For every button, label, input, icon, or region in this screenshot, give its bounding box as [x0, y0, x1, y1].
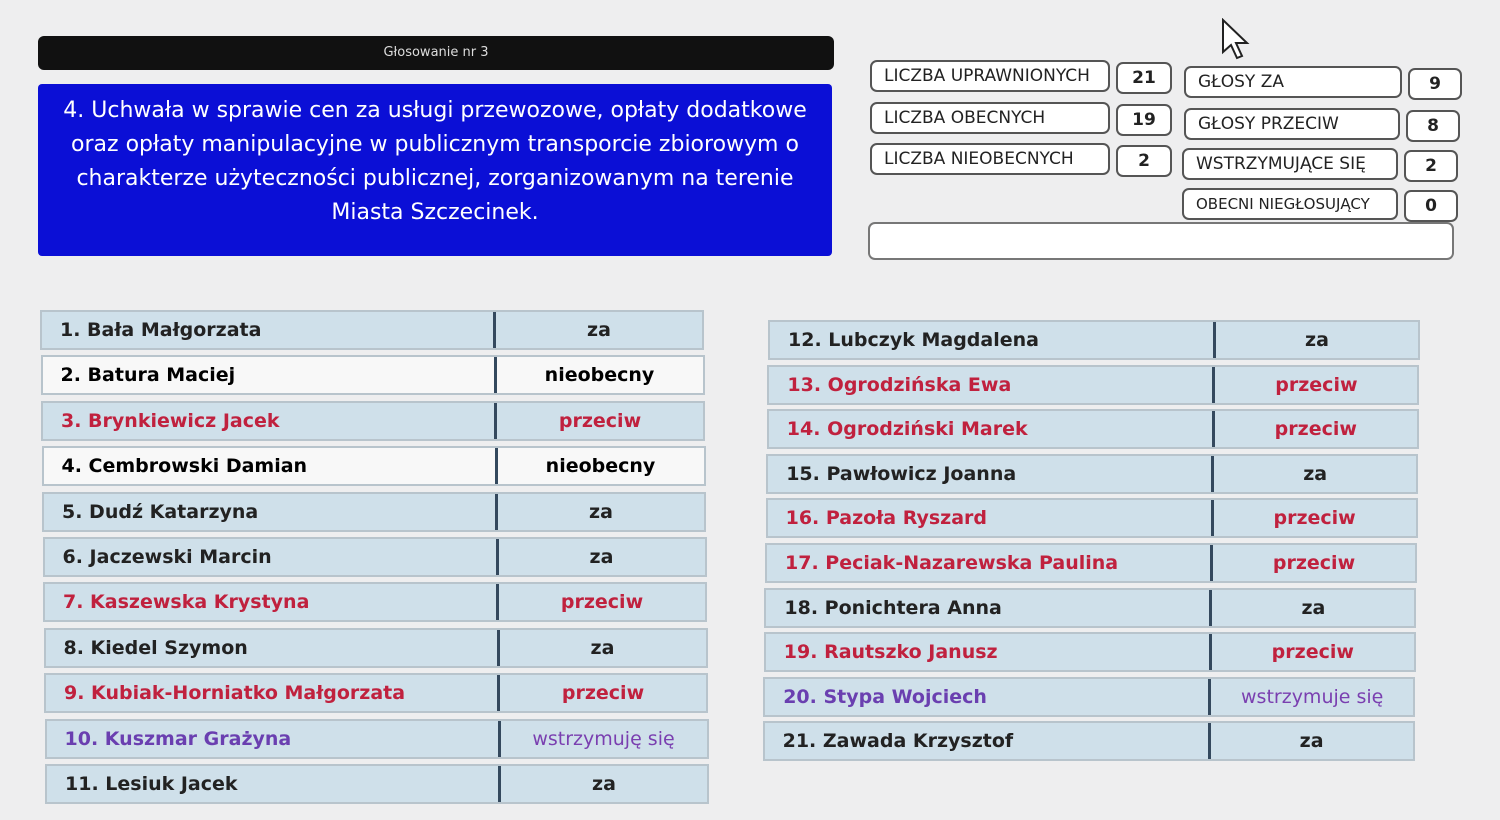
voter-vote: przeciw	[1272, 552, 1356, 574]
absent-count-value	[1116, 145, 1172, 177]
voter-name: 11. Lesiuk Jacek	[47, 766, 501, 802]
present-label-text: LICZBA OBECNYCH	[884, 108, 1046, 128]
votes-for-label-text: GŁOSY ZA	[1198, 72, 1284, 92]
voter-row	[40, 310, 704, 350]
empty-status-bar	[868, 222, 1454, 260]
voter-vote: za	[589, 500, 613, 523]
voter-name: 9. Kubiak-Horniatko Małgorzata	[46, 675, 500, 711]
voter-vote: za	[587, 319, 611, 341]
present-count-value	[1116, 104, 1172, 136]
present-not-voting-value-text: 0	[1425, 196, 1437, 216]
votes-against-value-text: 8	[1427, 116, 1439, 136]
absent-label-text: LICZBA NIEOBECNYCH	[884, 149, 1074, 169]
voter-name: 14. Ogrodziński Marek	[769, 411, 1215, 447]
voter-row	[42, 492, 706, 532]
resolution-text-panel	[38, 84, 832, 256]
voter-name: 20. Stypa Wojciech	[765, 679, 1211, 715]
voter-name: 15. Pawłowicz Joanna	[768, 456, 1214, 492]
votes-for-value	[1408, 68, 1462, 100]
voter-name: 12. Lubczyk Magdalena	[770, 322, 1216, 358]
voter-vote: nieobecny	[545, 455, 656, 478]
eligible-value-text: 21	[1132, 68, 1156, 88]
voter-name: 7. Kaszewska Krystyna	[45, 584, 499, 620]
voter-name: 13. Ogrodzińska Ewa	[769, 367, 1215, 403]
voter-row	[767, 409, 1419, 449]
resolution-text: 4. Uchwała w sprawie cen za usługi przewozowe, opłaty dodatkowe oraz opłaty manipulacyjne w publicznym transporcie zbiorowym o charakterze użyteczności publicznej, zorganizowanym na terenie Miasta Szczecinek.	[63, 98, 807, 225]
voter-vote: nieobecny	[544, 364, 655, 387]
voter-name: 4. Cembrowski Damian	[44, 448, 498, 484]
voter-row	[765, 543, 1417, 583]
votes-for-value-text: 9	[1429, 74, 1441, 94]
eligible-count-label	[870, 60, 1110, 92]
voter-name: 6. Jaczewski Marcin	[45, 539, 499, 575]
absent-count-label	[870, 143, 1110, 175]
voter-vote: przeciw	[1275, 373, 1358, 396]
voter-row	[43, 582, 707, 622]
voter-row	[763, 721, 1415, 761]
voter-row	[768, 320, 1420, 360]
voter-name: 8. Kiedel Szymon	[46, 630, 500, 666]
voter-row	[44, 673, 708, 713]
voter-row	[44, 628, 708, 668]
voter-row	[763, 677, 1415, 717]
present-not-voting-value	[1404, 190, 1458, 222]
absent-value-text: 2	[1138, 151, 1150, 171]
voter-row	[45, 719, 709, 759]
abstain-value	[1404, 150, 1458, 182]
voter-row	[41, 355, 705, 395]
voter-row	[42, 446, 706, 486]
votes-for-label	[1184, 66, 1402, 98]
voter-vote: przeciw	[560, 591, 644, 614]
voter-row	[45, 764, 709, 804]
voter-name: 17. Peciak-Nazarewska Paulina	[767, 545, 1213, 581]
votes-against-label	[1184, 108, 1400, 140]
voter-name: 10. Kuszmar Grażyna	[47, 721, 501, 757]
voter-row	[764, 588, 1416, 628]
present-not-voting-label-text: OBECNI NIEGŁOSUJĄCY	[1196, 195, 1370, 213]
abstain-label	[1182, 148, 1398, 180]
voter-vote: przeciw	[1271, 641, 1354, 664]
eligible-count-value	[1116, 62, 1172, 94]
voter-name: 21. Zawada Krzysztof	[765, 723, 1211, 759]
voter-row	[766, 498, 1418, 538]
voter-vote: przeciw	[1274, 418, 1357, 441]
voter-vote: wstrzymuje się	[1241, 685, 1384, 708]
present-value-text: 19	[1132, 110, 1156, 130]
voter-vote: za	[592, 773, 616, 795]
voter-row	[767, 365, 1419, 405]
voter-row	[766, 454, 1418, 494]
voter-vote: za	[1305, 329, 1329, 351]
voter-name: 1. Bała Małgorzata	[42, 312, 496, 348]
voter-row	[43, 537, 707, 577]
abstain-label-text: WSTRZYMUJĄCE SIĘ	[1196, 154, 1366, 174]
votes-against-value	[1406, 110, 1460, 142]
present-not-voting-label	[1182, 188, 1398, 220]
abstain-value-text: 2	[1425, 156, 1437, 176]
voter-vote: za	[1301, 596, 1326, 619]
votes-against-label-text: GŁOSY PRZECIW	[1198, 114, 1339, 134]
voter-name: 2. Batura Maciej	[43, 357, 497, 393]
voter-vote: za	[1303, 462, 1328, 485]
voter-row	[41, 401, 705, 441]
voting-title-bar	[38, 36, 834, 70]
voter-name: 19. Rautszko Janusz	[766, 634, 1212, 670]
eligible-label-text: LICZBA UPRAWNIONYCH	[884, 66, 1090, 86]
voter-vote: przeciw	[1273, 507, 1356, 530]
voter-name: 3. Brynkiewicz Jacek	[43, 403, 497, 439]
voting-title: Głosowanie nr 3	[383, 45, 489, 60]
voter-vote: za	[589, 546, 614, 568]
present-count-label	[870, 102, 1110, 134]
mouse-pointer-icon	[1220, 18, 1250, 62]
voter-vote: przeciw	[558, 409, 642, 432]
voter-name: 18. Ponichtera Anna	[766, 590, 1212, 626]
voter-vote: za	[590, 636, 615, 659]
voter-row	[764, 632, 1416, 672]
voter-vote: wstrzymuję się	[532, 727, 675, 750]
voter-vote: przeciw	[561, 682, 645, 705]
voter-name: 16. Pazoła Ryszard	[768, 500, 1214, 536]
voter-name: 5. Dudź Katarzyna	[44, 494, 498, 530]
voter-vote: za	[1299, 730, 1324, 753]
